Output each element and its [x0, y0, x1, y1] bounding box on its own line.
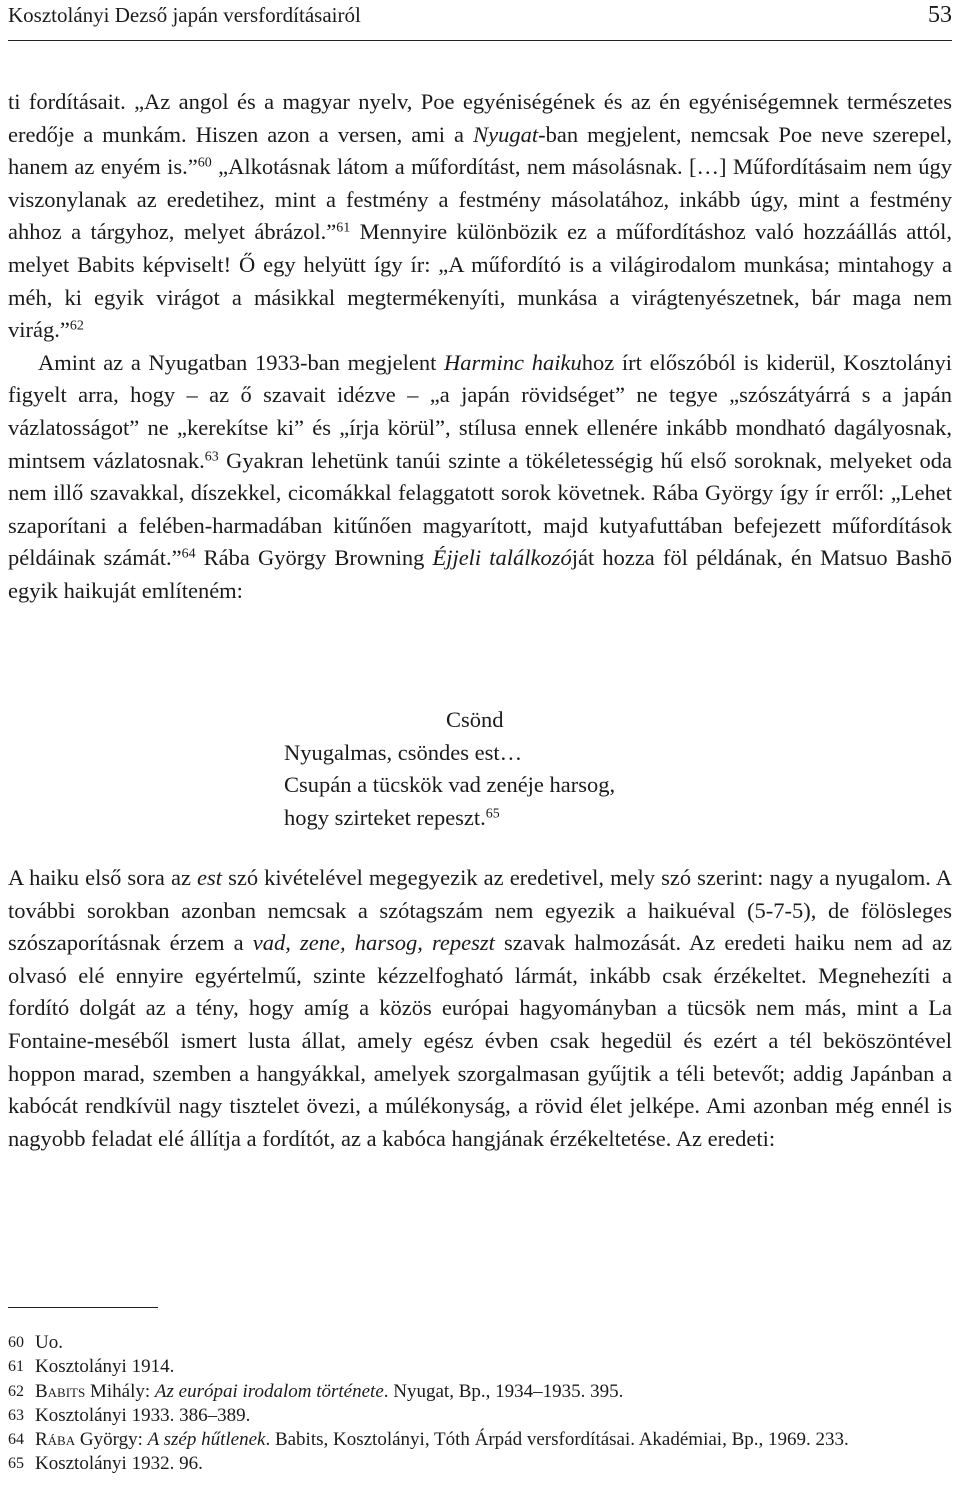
text-run: „Alkotásnak látom a műfordítást, nem másolásnak. […] Műfordításaim nem úgy viszonylanak az eredetihez, mint a festmény a festmény másolatához, inkább úgy, mint a festmény ahhoz a tárgyhoz, melyet ábrázol.” — [8, 154, 952, 245]
italic-run: Harminc haiku — [444, 349, 582, 375]
footnote-number: 61 — [8, 1358, 24, 1376]
footnote-text: Kosztolányi 1932. 96. — [35, 1453, 203, 1475]
poem-title: Csönd — [446, 707, 504, 732]
text-run: szó kivételével megegyezik az eredetivel, mely szó szerint: nagy a nyugalom. A további sorokban azonban nemcsak a szótagszám nem egyezik a haikuéval (5-7-5), de fölösleges szószaporításnak érzem a — [8, 865, 952, 956]
footnote-62 — [8, 1380, 952, 1404]
paragraph-2 — [8, 347, 952, 608]
header-rule — [8, 40, 952, 41]
italic-run: Nyugat — [473, 121, 539, 147]
footnote-number: 63 — [8, 1406, 24, 1424]
text-run: hoz írt előszóból is kiderül, Kosztolányi figyelt arra, hogy – az ő szavait idézve – „a japán rövidséget” ne tegye „szószátyárrá s a japán vázlatosságot” ne „kerekítse ki” és „írja körül”, stílusa ennek ellenére inkább mondható dagályosnak, mintsem vázlatosnak. — [8, 349, 953, 473]
book-title: A szép hűtlenek — [147, 1429, 266, 1451]
footnote-ref-61[interactable]: 61 — [336, 220, 351, 236]
footnote-number: 60 — [8, 1334, 24, 1351]
footnote-text: Kosztolányi 1914. — [35, 1356, 175, 1378]
footnote-number: 62 — [8, 1382, 24, 1400]
italic-run: vad, zene, harsog, repeszt — [252, 930, 495, 956]
body-text-continued — [8, 862, 952, 1155]
text-run: szavak halmozását. Az eredeti haiku nem ad az olvasó elé ennyire egyértelmű, szinte kézzelfogható lármát, inkább csak érzékeltet. Megnehezíti a fordító dolgát az a tény, hogy amíg a közös európai hagyományban a tücsök nem más, mint a La Fontaine-meséből ismert lusta állat, amely egész évben csak hegedül és ezért a tél beköszöntével hoppon marad, szemben a hangyákkal, amelyek szorgalmasan gyűjtik a téli betevőt; addig Japánban a kabócát rendkívül nagy tisztelet övezi, a múlékonyság, a rövid élet jelképe. Ami azonban még ennél is nagyobb feladat elé állítja a fordítót, az a kabóca hangjának érzékeltetése. Az eredeti: — [8, 930, 953, 1151]
footnote-ref-63[interactable]: 63 — [204, 448, 219, 464]
italic-run: Éjjeli találkozó — [432, 545, 572, 571]
poem-line-2: Csupán a tücskök vad zenéje harsog, — [284, 772, 616, 798]
text-run: ját hozza föl példának, én Matsuo Bashō egyik haikuját említeném: — [8, 545, 952, 603]
footnote-60 — [8, 1331, 952, 1355]
poem-block — [284, 704, 615, 834]
poem-line-1: Nyugalmas, csöndes est… — [284, 739, 523, 765]
footnote-text — [35, 1380, 952, 1404]
footnote-text — [35, 1428, 952, 1452]
paragraph-3 — [8, 862, 952, 1155]
text-run: . Nyugat, Bp., 1934–1935. 395. — [383, 1380, 624, 1402]
footnote-number: 65 — [8, 1455, 24, 1473]
footnotes — [8, 1331, 952, 1477]
text-run: Rába György Browning — [195, 545, 433, 571]
footnote-65 — [8, 1452, 952, 1476]
text-run: Gyakran lehetünk tanúi szinte a tökéletességig hű első soroknak, melyeket oda nem illő szavakkal, díszekkel, cicomákkal felaggatott sorok követnek. Rába György így ír erről: „Lehet szaporítani a felében-harmadában kitűnően magyarított, majd kutyafuttában befejezett műfordítások példáinak számát.” — [8, 447, 952, 571]
book-title: Az európai irodalom története — [154, 1380, 384, 1402]
text-run: hogy szirteket repeszt. — [284, 804, 486, 830]
author-surname: Rába — [35, 1429, 76, 1451]
footnote-number: 64 — [8, 1431, 24, 1449]
text-run: A haiku első sora az — [8, 865, 198, 890]
footnote-ref-62[interactable]: 62 — [69, 318, 84, 334]
footnote-separator — [8, 1307, 158, 1308]
footnote-64 — [8, 1428, 952, 1452]
footnote-ref-65[interactable]: 65 — [485, 806, 500, 822]
text-run: Amint az a Nyugatban 1933-ban megjelent — [38, 349, 445, 375]
body-text — [8, 86, 952, 608]
text-run: Mihály: — [85, 1380, 155, 1402]
footnote-63 — [8, 1404, 952, 1428]
text-run: . Babits, Kosztolányi, Tóth Árpád versfordításai. Akadémiai, Bp., 1969. 233. — [265, 1429, 849, 1451]
text-run: -ban megjelent, nemcsak Poe neve szerepel, hanem az enyém is.” — [8, 121, 952, 180]
italic-run: est — [197, 865, 223, 890]
footnote-ref-64[interactable]: 64 — [181, 546, 196, 562]
footnote-ref-60[interactable]: 60 — [197, 155, 212, 171]
text-run: ti fordításait. „Az angol és a magyar nyelv, Poe egyéniségének és az én egyéniségemnek természetes eredője a munkám. Hiszen azon a versen, ami a — [8, 89, 952, 147]
text-run: Mennyire különbözik ez a műfordításhoz való hozzáállás attól, melyet Babits képviselt! Ő egy helyütt így ír: „A műfordító is a világirodalom munkása; mintahogy a méh, ki egyik virágot a másikkal megtermékenyíti, munkása a virágtenyészetnek, bár maga nem virág.” — [8, 219, 952, 343]
poem-line-3 — [284, 802, 615, 835]
footnote-text: Uo. — [35, 1332, 63, 1353]
footnote-61 — [8, 1355, 952, 1379]
paragraph-1 — [8, 86, 952, 347]
running-header — [8, 0, 952, 30]
running-title: Kosztolányi Dezső japán versfordításairól — [8, 3, 361, 27]
author-surname: Babits — [35, 1380, 86, 1402]
footnote-text: Kosztolányi 1933. 386–389. — [35, 1404, 251, 1426]
text-run: György: — [75, 1429, 148, 1451]
page-number: 53 — [928, 2, 952, 28]
